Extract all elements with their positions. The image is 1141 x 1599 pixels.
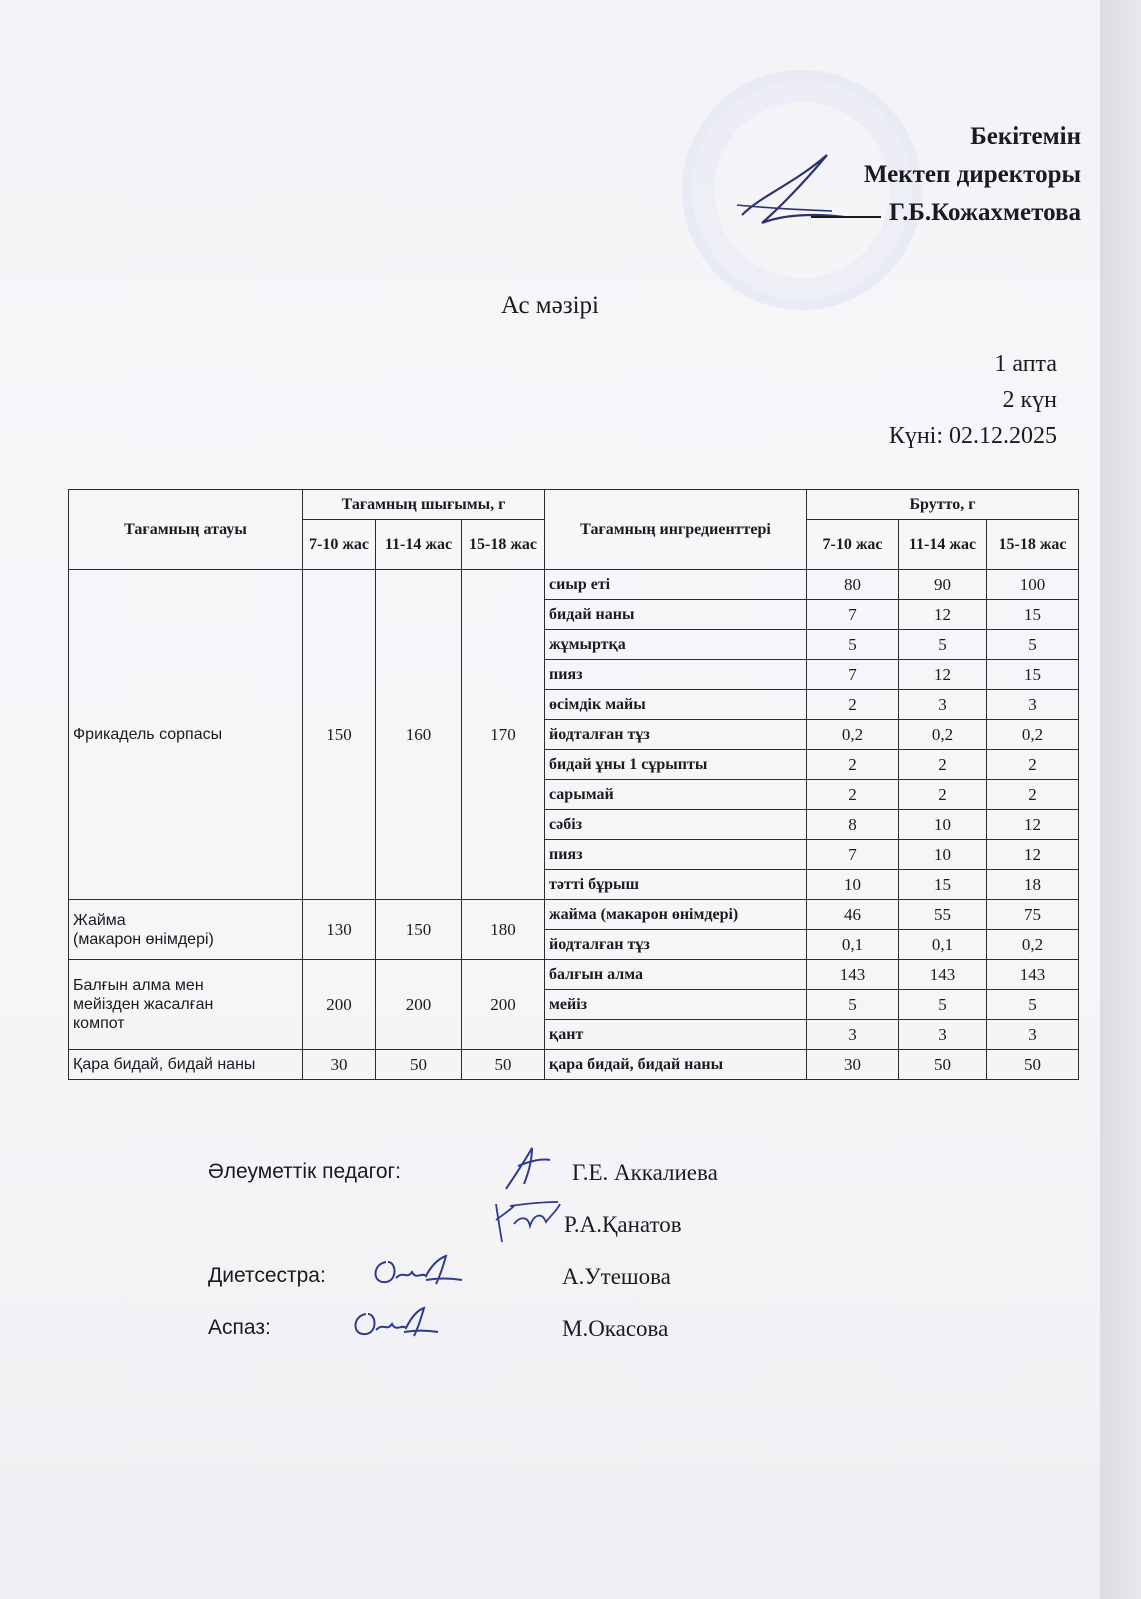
signature-line (811, 216, 881, 218)
gross-cell: 0,2 (987, 720, 1079, 750)
signature-row (208, 1264, 908, 1304)
ingredient-cell: жайма (макарон өнімдері) (545, 900, 807, 930)
gross-cell: 55 (899, 900, 987, 930)
gross-cell: 12 (987, 840, 1079, 870)
day-label: 2 күн (1002, 387, 1057, 413)
gross-cell: 12 (899, 660, 987, 690)
week-label: 1 апта (994, 351, 1057, 377)
yield-cell: 50 (462, 1050, 545, 1080)
gross-cell: 0,1 (899, 930, 987, 960)
yield-cell: 200 (462, 960, 545, 1050)
header-yield-age: 11-14 жас (376, 520, 462, 570)
menu-table-body (69, 570, 1079, 1080)
gross-cell: 3 (899, 1020, 987, 1050)
signature-mark (498, 1144, 558, 1194)
gross-cell: 7 (807, 600, 899, 630)
gross-cell: 46 (807, 900, 899, 930)
header-ingredients: Тағамның ингредиенттері (545, 490, 807, 570)
signer-role: Диетсестра: (208, 1264, 326, 1287)
gross-cell: 10 (899, 810, 987, 840)
gross-cell: 2 (807, 780, 899, 810)
yield-cell: 50 (376, 1050, 462, 1080)
page-title: Ас мәзірі (501, 292, 599, 319)
gross-cell: 5 (987, 630, 1079, 660)
gross-cell: 3 (899, 690, 987, 720)
table-row (69, 1050, 1079, 1080)
gross-cell: 15 (899, 870, 987, 900)
signature-mark (346, 1302, 442, 1344)
yield-cell: 200 (376, 960, 462, 1050)
yield-cell: 130 (303, 900, 376, 960)
gross-cell: 2 (987, 780, 1079, 810)
gross-cell: 7 (807, 840, 899, 870)
gross-cell: 143 (987, 960, 1079, 990)
ingredient-cell: қара бидай, бидай наны (545, 1050, 807, 1080)
yield-cell: 200 (303, 960, 376, 1050)
menu-table (68, 489, 1079, 1080)
yield-cell: 150 (376, 900, 462, 960)
approval-director-name (811, 194, 1081, 232)
ingredient-cell: сарымай (545, 780, 807, 810)
ingredient-cell: пияз (545, 660, 807, 690)
ingredient-cell: бидай наны (545, 600, 807, 630)
gross-cell: 12 (987, 810, 1079, 840)
signature-mark (366, 1250, 466, 1292)
gross-cell: 0,2 (899, 720, 987, 750)
background-surface (1100, 0, 1141, 1599)
signer-name: М.Окасова (562, 1316, 669, 1341)
table-row (69, 960, 1079, 990)
director-name: Г.Б.Кожахметова (889, 199, 1081, 226)
gross-cell: 75 (987, 900, 1079, 930)
signer-role: Әлеуметтік педагог: (208, 1160, 401, 1183)
gross-cell: 100 (987, 570, 1079, 600)
yield-cell: 170 (462, 570, 545, 900)
signer-role: Аспаз: (208, 1316, 271, 1339)
gross-cell: 15 (987, 660, 1079, 690)
dish-name: Балғын алма мен мейізден жасалған компот (73, 977, 214, 1032)
approval-heading: Бекітемін (970, 123, 1081, 150)
gross-cell: 5 (899, 990, 987, 1020)
gross-cell: 90 (899, 570, 987, 600)
signature-mark (490, 1198, 562, 1244)
header-yield-age: 7-10 жас (303, 520, 376, 570)
yield-cell: 160 (376, 570, 462, 900)
table-row (69, 900, 1079, 930)
header-dish-name: Тағамның атауы (69, 490, 303, 570)
gross-cell: 0,2 (987, 930, 1079, 960)
ingredient-cell: қант (545, 1020, 807, 1050)
header-gross: Брутто, г (807, 490, 1079, 520)
header-yield: Тағамның шығымы, г (303, 490, 545, 520)
ingredient-cell: бидай ұны 1 сұрыпты (545, 750, 807, 780)
header-gross-age: 7-10 жас (807, 520, 899, 570)
dish-name-cell (69, 960, 303, 1050)
gross-cell: 50 (899, 1050, 987, 1080)
approval-block (811, 118, 1081, 232)
gross-cell: 80 (807, 570, 899, 600)
menu-meta (889, 346, 1057, 454)
yield-cell: 180 (462, 900, 545, 960)
ingredient-cell: йодталған тұз (545, 720, 807, 750)
approval-position: Мектеп директоры (863, 161, 1081, 188)
ingredient-cell: йодталған тұз (545, 930, 807, 960)
gross-cell: 3 (987, 1020, 1079, 1050)
gross-cell: 143 (899, 960, 987, 990)
dish-name: Жайма (макарон өнімдері) (73, 911, 214, 948)
gross-cell: 0,1 (807, 930, 899, 960)
ingredient-cell: пияз (545, 840, 807, 870)
gross-cell: 2 (899, 780, 987, 810)
gross-cell: 2 (899, 750, 987, 780)
gross-cell: 18 (987, 870, 1079, 900)
gross-cell: 5 (807, 630, 899, 660)
dish-name: Фрикадель сорпасы (73, 726, 223, 743)
dish-name-cell (69, 900, 303, 960)
gross-cell: 5 (807, 990, 899, 1020)
header-gross-age: 11-14 жас (899, 520, 987, 570)
gross-cell: 12 (899, 600, 987, 630)
ingredient-cell: тәтті бұрыш (545, 870, 807, 900)
gross-cell: 3 (987, 690, 1079, 720)
gross-cell: 50 (987, 1050, 1079, 1080)
ingredient-cell: мейіз (545, 990, 807, 1020)
dish-name-cell (69, 1050, 303, 1080)
dish-name-cell (69, 570, 303, 900)
gross-cell: 2 (807, 750, 899, 780)
gross-cell: 10 (807, 870, 899, 900)
header-yield-age: 15-18 жас (462, 520, 545, 570)
gross-cell: 10 (899, 840, 987, 870)
signature-row (208, 1316, 908, 1356)
signer-name: Г.Е. Аккалиева (572, 1160, 718, 1185)
yield-cell: 30 (303, 1050, 376, 1080)
dish-name: Қара бидай, бидай наны (73, 1056, 256, 1073)
ingredient-cell: сәбіз (545, 810, 807, 840)
gross-cell: 3 (807, 1020, 899, 1050)
signer-name: Р.А.Қанатов (564, 1212, 682, 1237)
signature-row (208, 1212, 908, 1252)
ingredient-cell: балғын алма (545, 960, 807, 990)
gross-cell: 8 (807, 810, 899, 840)
gross-cell: 5 (987, 990, 1079, 1020)
table-row (69, 570, 1079, 600)
gross-cell: 0,2 (807, 720, 899, 750)
signer-name: А.Утешова (562, 1264, 671, 1289)
yield-cell: 150 (303, 570, 376, 900)
gross-cell: 7 (807, 660, 899, 690)
ingredient-cell: өсімдік майы (545, 690, 807, 720)
gross-cell: 5 (899, 630, 987, 660)
gross-cell: 143 (807, 960, 899, 990)
ingredient-cell: сиыр еті (545, 570, 807, 600)
gross-cell: 2 (807, 690, 899, 720)
header-gross-age: 15-18 жас (987, 520, 1079, 570)
gross-cell: 15 (987, 600, 1079, 630)
gross-cell: 2 (987, 750, 1079, 780)
signature-row (208, 1160, 908, 1200)
ingredient-cell: жұмыртқа (545, 630, 807, 660)
date-label: Күні: 02.12.2025 (888, 423, 1057, 449)
gross-cell: 30 (807, 1050, 899, 1080)
